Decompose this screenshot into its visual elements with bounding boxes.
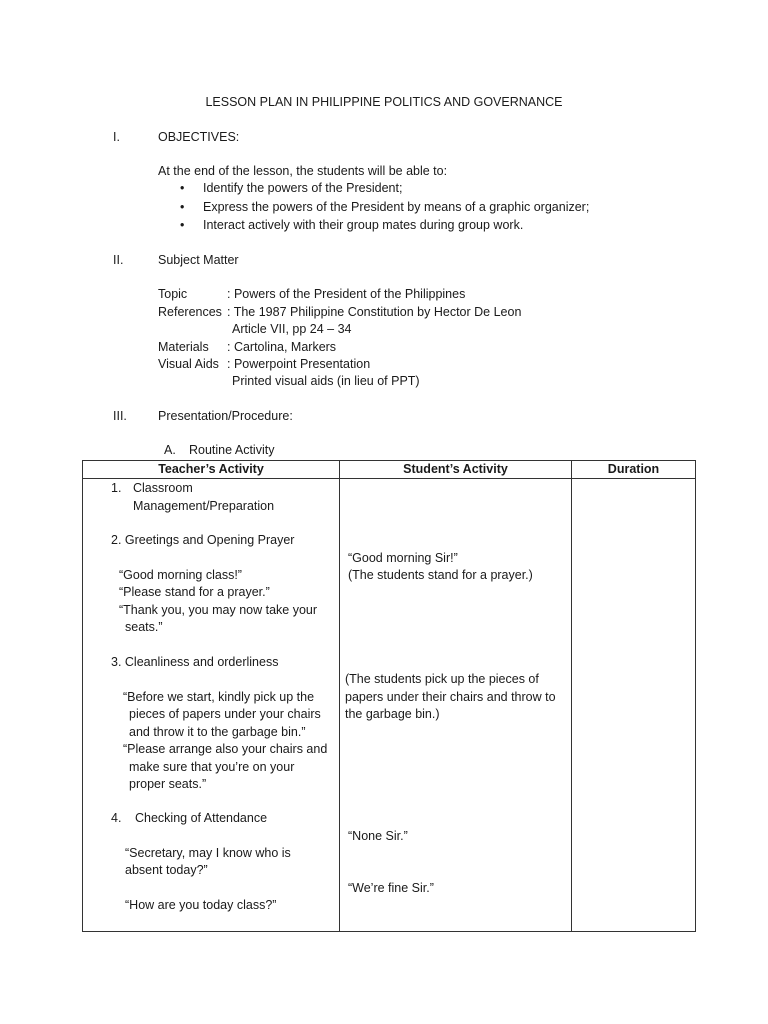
teacher-line: “Please arrange also your chairs and	[123, 742, 328, 756]
teacher-activity-header: Teacher’s Activity	[83, 461, 340, 479]
item1-line1: Classroom	[133, 481, 193, 495]
teacher-line: “Thank you, you may now take your	[119, 603, 318, 617]
student-line: papers under their chairs and throw to	[345, 690, 556, 704]
duration-value	[572, 479, 695, 931]
subject-matter-heading: Subject Matter	[158, 253, 239, 267]
objective-item: Interact actively with their group mates during group work.	[203, 218, 524, 232]
visual-aids-value-cont: Printed visual aids (in lieu of PPT)	[232, 374, 420, 388]
student-line: (The students stand for a prayer.)	[348, 568, 533, 582]
topic-value: : Powers of the President of the Philippines	[227, 287, 466, 301]
references-value: : The 1987 Philippine Constitution by Hector De Leon	[227, 305, 522, 319]
table-header-row	[83, 461, 696, 479]
objectives-intro: At the end of the lesson, the students will be able to:	[158, 164, 448, 178]
activity-table	[82, 460, 696, 932]
teacher-line: “Secretary, may I know who is	[125, 846, 291, 860]
student-line: “None Sir.”	[348, 829, 408, 843]
objectives-numeral: I.	[113, 130, 120, 144]
teacher-line: seats.”	[125, 620, 163, 634]
subject-matter-numeral: II.	[113, 253, 124, 267]
duration-header: Duration	[572, 461, 696, 479]
document-title: LESSON PLAN IN PHILIPPINE POLITICS AND GOVERNANCE	[205, 95, 563, 109]
visual-aids-value: : Powerpoint Presentation	[227, 357, 371, 371]
item3-heading: 3. Cleanliness and orderliness	[111, 655, 279, 669]
teacher-line: pieces of papers under your chairs	[129, 707, 321, 721]
teacher-line: and throw it to the garbage bin.”	[129, 725, 306, 739]
item1-line2: Management/Preparation	[133, 499, 275, 513]
student-line: “Good morning Sir!”	[348, 551, 458, 565]
teacher-line: absent today?”	[125, 863, 208, 877]
teacher-line: “Good morning class!”	[119, 568, 242, 582]
visual-aids-label: Visual Aids	[158, 357, 219, 371]
item2-heading: 2. Greetings and Opening Prayer	[111, 533, 295, 547]
bullet-icon: •	[180, 181, 185, 195]
teacher-line: make sure that you’re on your	[129, 760, 295, 774]
teacher-line: “Please stand for a prayer.”	[119, 585, 270, 599]
materials-label: Materials	[158, 340, 209, 354]
bullet-icon: •	[180, 218, 185, 232]
duration-cell	[572, 479, 696, 932]
routine-heading: Routine Activity	[189, 443, 275, 457]
teacher-line: “How are you today class?”	[125, 898, 277, 912]
student-line: (The students pick up the pieces of	[345, 672, 539, 686]
presentation-numeral: III.	[113, 409, 127, 423]
materials-value: : Cartolina, Markers	[227, 340, 337, 354]
teacher-activity-cell	[83, 479, 340, 932]
student-activity-header: Student’s Activity	[340, 461, 572, 479]
item4-heading: Checking of Attendance	[135, 811, 268, 825]
objectives-heading: OBJECTIVES:	[158, 130, 240, 144]
routine-letter: A.	[164, 443, 176, 457]
references-label: References	[158, 305, 222, 319]
bullet-icon: •	[180, 200, 185, 214]
references-value-cont: Article VII, pp 24 – 34	[232, 322, 352, 336]
presentation-heading: Presentation/Procedure:	[158, 409, 293, 423]
objective-item: Express the powers of the President by means of a graphic organizer;	[203, 200, 590, 214]
student-line: “We’re fine Sir.”	[348, 881, 434, 895]
objective-item: Identify the powers of the President;	[203, 181, 403, 195]
item4-number: 4.	[111, 811, 122, 825]
item1-number: 1.	[111, 481, 122, 495]
table-row	[83, 479, 696, 932]
teacher-line: proper seats.”	[129, 777, 207, 791]
student-activity-cell	[340, 479, 572, 932]
student-line: the garbage bin.)	[345, 707, 440, 721]
teacher-line: “Before we start, kindly pick up the	[123, 690, 315, 704]
topic-label: Topic	[158, 287, 188, 301]
